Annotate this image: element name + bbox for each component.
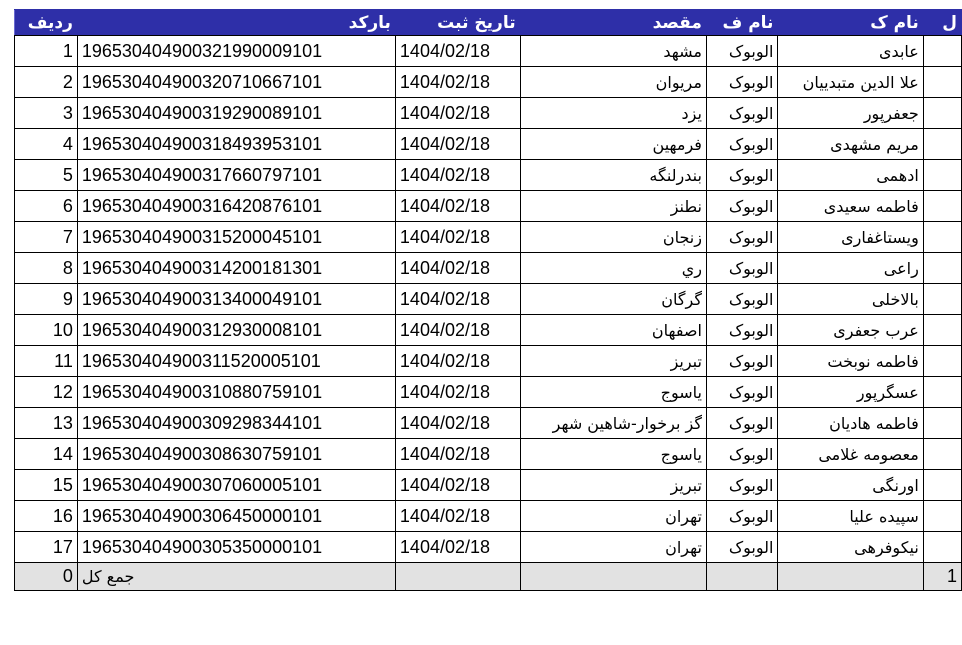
cell-last-name[interactable]: الوبوک xyxy=(706,160,777,191)
cell-radif[interactable]: 10 xyxy=(15,315,78,346)
cell-extra[interactable] xyxy=(923,346,961,377)
cell-first-name[interactable]: فاطمه سعیدی xyxy=(778,191,923,222)
cell-radif[interactable]: 17 xyxy=(15,532,78,563)
cell-date[interactable]: 1404/02/18 xyxy=(395,284,520,315)
cell-destination[interactable]: گز برخوار-شاهین شهر xyxy=(520,408,706,439)
cell-extra[interactable] xyxy=(923,98,961,129)
cell-destination[interactable]: تبریز xyxy=(520,470,706,501)
cell-first-name[interactable]: جعفرپور xyxy=(778,98,923,129)
total-count[interactable]: 0 xyxy=(15,563,78,591)
cell-first-name[interactable]: فاطمه هادیان xyxy=(778,408,923,439)
cell-first-name[interactable]: نیکوفرهی xyxy=(778,532,923,563)
cell-date[interactable]: 1404/02/18 xyxy=(395,222,520,253)
header-row xyxy=(15,10,962,36)
cell-destination[interactable]: زنجان xyxy=(520,222,706,253)
cell-barcode[interactable]: 196530404900316420876101 xyxy=(77,191,395,222)
cell-radif[interactable]: 7 xyxy=(15,222,78,253)
table-row xyxy=(15,408,962,439)
cell-last-name[interactable]: الوبوک xyxy=(706,377,777,408)
cell-barcode[interactable]: 196530404900320710667101 xyxy=(77,67,395,98)
cell-barcode[interactable]: 196530404900311520005101 xyxy=(77,346,395,377)
cell-date[interactable]: 1404/02/18 xyxy=(395,408,520,439)
table-row xyxy=(15,439,962,470)
cell-last-name[interactable]: الوبوک xyxy=(706,501,777,532)
cell-last-name[interactable]: الوبوک xyxy=(706,315,777,346)
cell-date[interactable]: 1404/02/18 xyxy=(395,253,520,284)
table-row xyxy=(15,36,962,67)
table-row xyxy=(15,377,962,408)
cell-radif[interactable]: 12 xyxy=(15,377,78,408)
cell-last-name[interactable]: الوبوک xyxy=(706,222,777,253)
cell-barcode[interactable]: 196530404900321990009101 xyxy=(77,36,395,67)
cell-extra[interactable] xyxy=(923,377,961,408)
cell-barcode[interactable]: 196530404900315200045101 xyxy=(77,222,395,253)
table-row xyxy=(15,253,962,284)
header-barcode[interactable]: بارکد xyxy=(77,10,395,36)
cell-radif[interactable]: 14 xyxy=(15,439,78,470)
cell-barcode[interactable]: 196530404900306450000101 xyxy=(77,501,395,532)
cell-last-name[interactable]: الوبوک xyxy=(706,36,777,67)
cell-barcode[interactable]: 196530404900319290089101 xyxy=(77,98,395,129)
table-body xyxy=(15,36,962,563)
cell-first-name[interactable]: ویستاغفاری xyxy=(778,222,923,253)
cell-destination[interactable]: تهران xyxy=(520,532,706,563)
cell-last-name[interactable]: الوبوک xyxy=(706,253,777,284)
header-date[interactable]: تاریخ ثبت xyxy=(395,10,520,36)
cell-radif[interactable]: 5 xyxy=(15,160,78,191)
cell-destination[interactable]: یاسوج xyxy=(520,439,706,470)
cell-date[interactable]: 1404/02/18 xyxy=(395,470,520,501)
cell-barcode[interactable]: 196530404900305350000101 xyxy=(77,532,395,563)
table-row xyxy=(15,160,962,191)
total-empty-cell[interactable] xyxy=(520,563,706,591)
cell-first-name[interactable]: اورنگی xyxy=(778,470,923,501)
cell-date[interactable]: 1404/02/18 xyxy=(395,129,520,160)
cell-radif[interactable]: 1 xyxy=(15,36,78,67)
cell-extra[interactable] xyxy=(923,129,961,160)
cell-first-name[interactable]: معصومه غلامی xyxy=(778,439,923,470)
table-row xyxy=(15,98,962,129)
cell-date[interactable]: 1404/02/18 xyxy=(395,67,520,98)
cell-destination[interactable]: ري xyxy=(520,253,706,284)
table-row xyxy=(15,191,962,222)
total-extra[interactable]: 1 xyxy=(923,563,961,591)
cell-radif[interactable]: 9 xyxy=(15,284,78,315)
cell-radif[interactable]: 8 xyxy=(15,253,78,284)
cell-last-name[interactable]: الوبوک xyxy=(706,129,777,160)
table-row xyxy=(15,222,962,253)
cell-extra[interactable] xyxy=(923,439,961,470)
table-row xyxy=(15,501,962,532)
cell-extra[interactable] xyxy=(923,160,961,191)
cell-date[interactable]: 1404/02/18 xyxy=(395,98,520,129)
table-row xyxy=(15,67,962,98)
cell-extra[interactable] xyxy=(923,253,961,284)
header-radif[interactable]: ردیف xyxy=(15,10,78,36)
cell-last-name[interactable]: الوبوک xyxy=(706,408,777,439)
cell-first-name[interactable]: ادهمی xyxy=(778,160,923,191)
cell-first-name[interactable]: عرب جعفری xyxy=(778,315,923,346)
header-destination[interactable]: مقصد xyxy=(520,10,706,36)
cell-extra[interactable] xyxy=(923,408,961,439)
table-row xyxy=(15,315,962,346)
cell-last-name[interactable]: الوبوک xyxy=(706,439,777,470)
table-row xyxy=(15,346,962,377)
header-extra[interactable]: ل xyxy=(923,10,961,36)
cell-first-name[interactable]: سپیده علیا xyxy=(778,501,923,532)
total-empty-cell[interactable] xyxy=(778,563,923,591)
cell-last-name[interactable]: الوبوک xyxy=(706,191,777,222)
cell-date[interactable]: 1404/02/18 xyxy=(395,36,520,67)
cell-last-name[interactable]: الوبوک xyxy=(706,98,777,129)
table-row xyxy=(15,284,962,315)
cell-radif[interactable]: 6 xyxy=(15,191,78,222)
total-empty-cell[interactable] xyxy=(706,563,777,591)
cell-first-name[interactable]: عسگرپور xyxy=(778,377,923,408)
cell-first-name[interactable]: عابدی xyxy=(778,36,923,67)
cell-destination[interactable]: یزد xyxy=(520,98,706,129)
cell-date[interactable]: 1404/02/18 xyxy=(395,501,520,532)
table-row xyxy=(15,532,962,563)
table-row xyxy=(15,470,962,501)
cell-extra[interactable] xyxy=(923,470,961,501)
cell-radif[interactable]: 3 xyxy=(15,98,78,129)
cell-destination[interactable]: گرگان xyxy=(520,284,706,315)
cell-destination[interactable]: نطنز xyxy=(520,191,706,222)
cell-destination[interactable]: بندرلنگه xyxy=(520,160,706,191)
cell-date[interactable]: 1404/02/18 xyxy=(395,315,520,346)
cell-destination[interactable]: تهران xyxy=(520,501,706,532)
cell-first-name[interactable]: مریم مشهدی xyxy=(778,129,923,160)
cell-destination[interactable]: یاسوج xyxy=(520,377,706,408)
cell-destination[interactable]: تبریز xyxy=(520,346,706,377)
cell-extra[interactable] xyxy=(923,191,961,222)
cell-date[interactable]: 1404/02/18 xyxy=(395,532,520,563)
cell-destination[interactable]: مریوان xyxy=(520,67,706,98)
cell-radif[interactable]: 13 xyxy=(15,408,78,439)
cell-date[interactable]: 1404/02/18 xyxy=(395,160,520,191)
cell-last-name[interactable]: الوبوک xyxy=(706,470,777,501)
header-first-name[interactable]: نام ک xyxy=(778,10,923,36)
cell-date[interactable]: 1404/02/18 xyxy=(395,346,520,377)
cell-barcode[interactable]: 196530404900307060005101 xyxy=(77,470,395,501)
cell-destination[interactable]: مشهد xyxy=(520,36,706,67)
cell-date[interactable]: 1404/02/18 xyxy=(395,377,520,408)
cell-destination[interactable]: اصفهان xyxy=(520,315,706,346)
table-row xyxy=(15,129,962,160)
cell-radif[interactable]: 4 xyxy=(15,129,78,160)
cell-barcode[interactable]: 196530404900317660797101 xyxy=(77,160,395,191)
cell-last-name[interactable]: الوبوک xyxy=(706,532,777,563)
cell-barcode[interactable]: 196530404900312930008101 xyxy=(77,315,395,346)
shipment-table xyxy=(14,9,962,591)
cell-radif[interactable]: 2 xyxy=(15,67,78,98)
cell-extra[interactable] xyxy=(923,284,961,315)
cell-radif[interactable]: 16 xyxy=(15,501,78,532)
header-last-name[interactable]: نام ف xyxy=(706,10,777,36)
cell-date[interactable]: 1404/02/18 xyxy=(395,439,520,470)
cell-last-name[interactable]: الوبوک xyxy=(706,67,777,98)
cell-barcode[interactable]: 196530404900310880759101 xyxy=(77,377,395,408)
cell-barcode[interactable]: 196530404900309298344101 xyxy=(77,408,395,439)
cell-barcode[interactable]: 196530404900318493953101 xyxy=(77,129,395,160)
total-empty-cell[interactable] xyxy=(395,563,520,591)
cell-last-name[interactable]: الوبوک xyxy=(706,284,777,315)
cell-extra[interactable] xyxy=(923,222,961,253)
cell-first-name[interactable]: علا الدین متبدییان xyxy=(778,67,923,98)
cell-last-name[interactable]: الوبوک xyxy=(706,346,777,377)
cell-extra[interactable] xyxy=(923,315,961,346)
cell-extra[interactable] xyxy=(923,532,961,563)
cell-radif[interactable]: 15 xyxy=(15,470,78,501)
cell-barcode[interactable]: 196530404900314200181301 xyxy=(77,253,395,284)
cell-barcode[interactable]: 196530404900308630759101 xyxy=(77,439,395,470)
total-label[interactable]: جمع کل xyxy=(77,563,395,591)
cell-first-name[interactable]: بالاخلی xyxy=(778,284,923,315)
cell-date[interactable]: 1404/02/18 xyxy=(395,191,520,222)
total-row xyxy=(15,563,962,591)
cell-extra[interactable] xyxy=(923,67,961,98)
cell-extra[interactable] xyxy=(923,36,961,67)
cell-first-name[interactable]: فاطمه نوبخت xyxy=(778,346,923,377)
cell-destination[interactable]: فرمهین xyxy=(520,129,706,160)
cell-radif[interactable]: 11 xyxy=(15,346,78,377)
cell-extra[interactable] xyxy=(923,501,961,532)
cell-barcode[interactable]: 196530404900313400049101 xyxy=(77,284,395,315)
cell-first-name[interactable]: راعی xyxy=(778,253,923,284)
